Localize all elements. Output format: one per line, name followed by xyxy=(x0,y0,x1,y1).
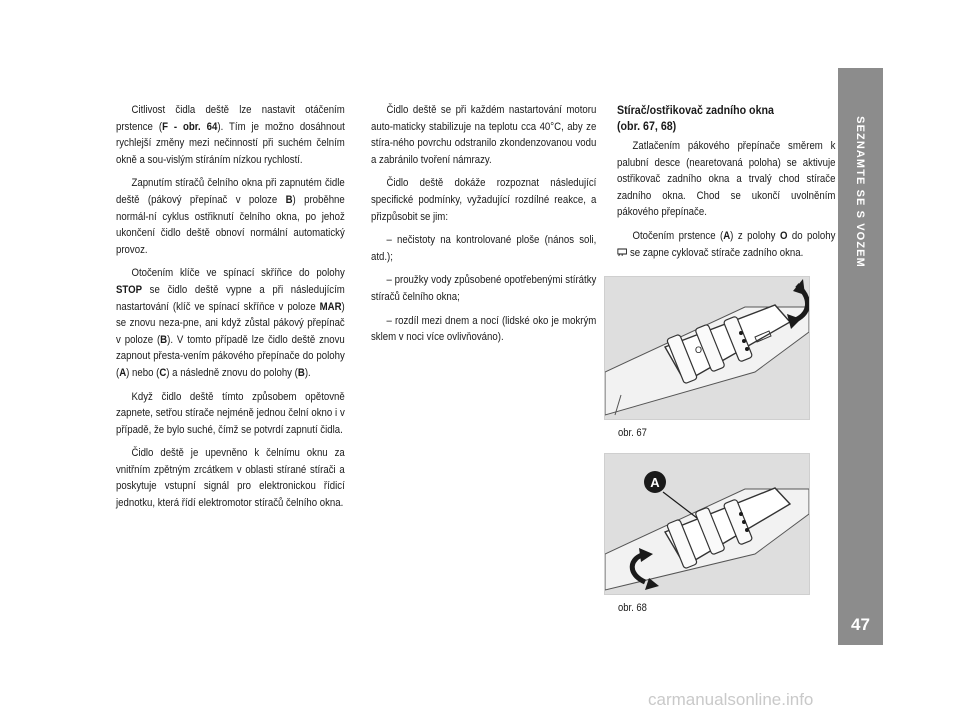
chapter-title xyxy=(838,108,883,288)
paragraph: Když čidlo deště tímto způsobem opětovně zapnete, setřou stírače nejméně jednou čelní okno i v případě, že bylo suché, čímž se potvrdí zapnutí čidla. xyxy=(116,390,345,436)
chapter-sidebar xyxy=(838,68,883,645)
rear-wiper-interval-icon xyxy=(617,248,627,257)
paragraph: Otočením klíče ve spínací skříňce do polohy STOP se čidlo deště vypne a při následujícím nastartování (klíč ve spínací skříňce v poloze MAR) se znovu neza-pne, ani když zůstal pákový přepínač v poloze (B). V tomto případě lze čidlo deště znovu zapnout přesta-vením pákového přepínače do polohy (A) nebo (C) a následně znovu do polohy (B). xyxy=(116,267,345,379)
paragraph: Citlivost čidla deště lze nastavit otáčením prstence (F - obr. 64). Tím je možno dosáhnout rychlejší změny mezi nečinností při suchém čelním okně a sou-vislým stíráním nízkou rychlostí. xyxy=(116,104,345,166)
watermark: carmanualsonline.info xyxy=(648,690,814,709)
figure-67-image xyxy=(604,276,810,420)
chapter-title-text: SEZNAMTE SE S VOZEM xyxy=(854,116,866,268)
label-a: A xyxy=(650,475,660,490)
list-item: – rozdíl mezi dnem a nocí (lidské oko je mokrým sklem v noci více ovlivňováno). xyxy=(371,314,597,344)
position-o-mark: O xyxy=(695,345,703,355)
paragraph: Zapnutím stíračů čelního okna při zapnutém čidle deště (pákový přepínač v poloze B) proběhne normál-ní cyklus ostřiknutí čelního okna, po jehož ukončení čidlo deště obnoví normální automatický provoz. xyxy=(116,177,345,256)
text-column-2 xyxy=(371,102,596,353)
figure-67-caption: obr. 67 xyxy=(618,427,647,439)
wiper-stalk-illustration xyxy=(605,277,809,419)
text-column-1 xyxy=(116,102,345,519)
list-item: – proužky vody způsobené opotřebenými stírátky stíračů čelního okna; xyxy=(371,274,597,303)
figure-68-caption: obr. 68 xyxy=(618,602,647,614)
list-item: – nečistoty na kontrolované ploše (nános soli, atd.); xyxy=(371,234,597,263)
paragraph: Otočením prstence (A) z polohy O do polohy se zapne cyklovač stírače zadního okna. xyxy=(617,228,835,261)
text-column-3 xyxy=(617,102,835,268)
figure-68-image xyxy=(604,453,810,595)
paragraph: Zatlačením pákového přepínače směrem k palubní desce (nearetovaná poloha) se aktivuje ostřikovač zadního okna a trvalý chod stírače zadního okna. Chod se ukončí uvolněním pákového přepínače. xyxy=(617,140,836,219)
section-heading: Stírač/ostřikovač zadního okna (obr. 67, 68) xyxy=(617,103,774,133)
wiper-stalk-ring-illustration xyxy=(605,454,809,594)
page-number: 47 xyxy=(851,615,870,634)
paragraph: Čidlo deště dokáže rozpoznat následující specifické podmínky, vyžadující rozdílné reakce, a přizpůsobit se jim: xyxy=(371,177,597,223)
paragraph: Čidlo deště je upevněno k čelnímu oknu za vnitřním zpětným zrcátkem v oblasti stírané stírači a poskytuje vstupní signál pro elektronickou řídicí jednotku, která řídí elektromotor stíračů čelního okna. xyxy=(116,447,345,510)
paragraph: Čidlo deště se při každém nastartování motoru auto-maticky stabilizuje na teplotu cca 40°C, aby ze stíra-ného povrchu odstranilo zkondenzovanou vodu a zabránilo tvoření námrazy. xyxy=(371,104,597,166)
